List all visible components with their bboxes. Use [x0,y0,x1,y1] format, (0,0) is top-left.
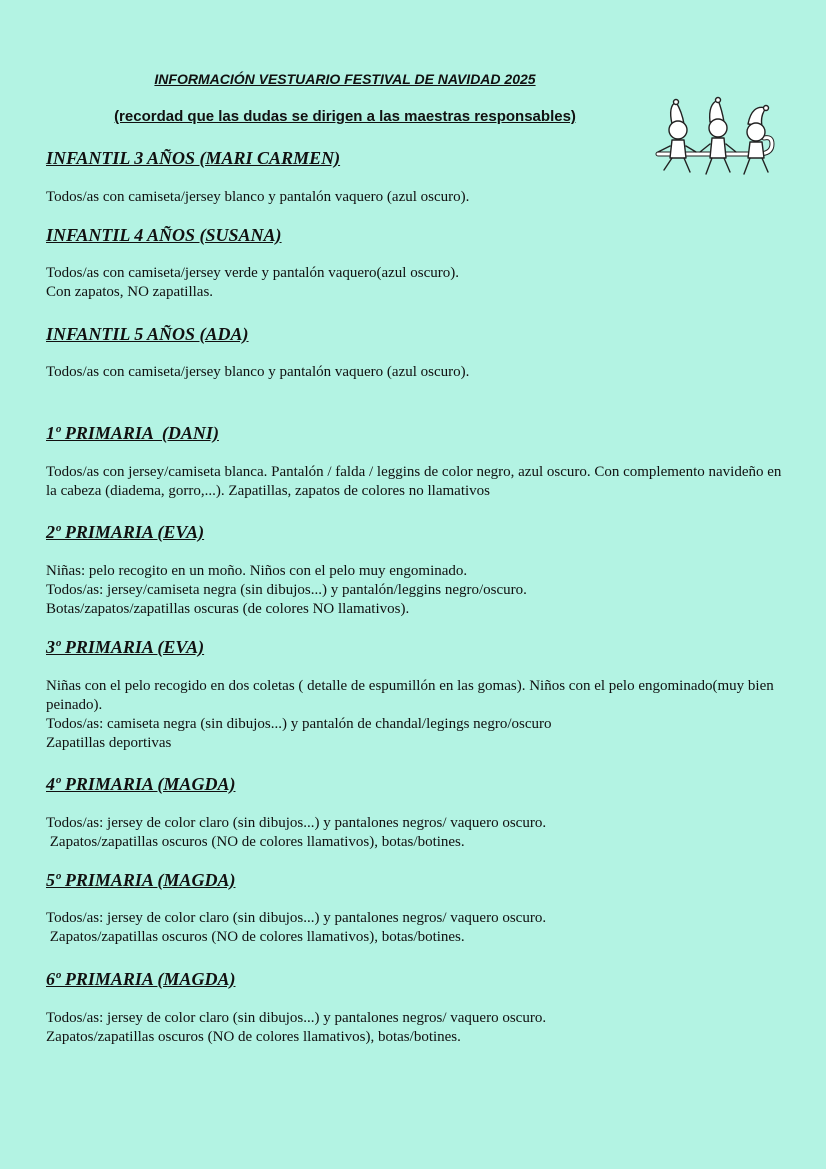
section-heading: 2º PRIMARIA (EVA) [46,522,205,542]
section-heading: 1º PRIMARIA (DANI) [46,423,219,443]
section-line: Niñas: pelo recogito en un moño. Niños con el pelo muy engominado. [46,563,468,579]
section-body [46,363,786,382]
section-line: Todos/as: jersey de color claro (sin dibujos...) y pantalones negros/ vaquero oscuro. [46,910,547,926]
section-heading: INFANTIL 3 AÑOS (MARI CARMEN) [46,148,341,168]
section-body [46,909,786,947]
section-line: Todos/as con camiseta/jersey blanco y pantalón vaquero (azul oscuro). [46,189,470,205]
section-heading: 3º PRIMARIA (EVA) [46,637,205,657]
section-body [46,814,786,852]
section-heading: INFANTIL 5 AÑOS (ADA) [46,324,249,344]
section-body [46,463,786,501]
section-heading: INFANTIL 4 AÑOS (SUSANA) [46,225,282,245]
section-line: Todos/as con camiseta/jersey verde y pantalón vaquero(azul oscuro). [46,265,459,281]
section-line: Zapatos/zapatillas oscuros (NO de colores llamativos), botas/botines. [46,834,465,850]
document-subtitle: (recordad que las dudas se dirigen a las maestras responsables) [114,108,576,125]
section-line: Todos/as con jersey/camiseta blanca. Pantalón / falda / leggins de color negro, azul oscuro. Con complemento navideño en la cabeza (diadema, gorro,...). Zapatillas, zapatos de colores no llamativos [46,464,786,499]
section-body [46,677,786,753]
section-body [46,188,786,207]
section-heading: 4º PRIMARIA (MAGDA) [46,774,236,794]
section-line: Niñas con el pelo recogido en dos coletas ( detalle de espumillón en las gomas). Niños con el pelo engominado(muy bien peinado). [46,678,778,713]
section-heading: 6º PRIMARIA (MAGDA) [46,969,236,989]
section-line: Con zapatos, NO zapatillas. [46,284,214,300]
section-line: Todos/as: camiseta negra (sin dibujos...) y pantalón de chandal/legings negro/oscuro [46,716,552,732]
section-body [46,562,786,619]
section-line: Zapatillas deportivas [46,735,172,751]
section-line: Todos/as con camiseta/jersey blanco y pantalón vaquero (azul oscuro). [46,364,470,380]
section-line: Botas/zapatos/zapatillas oscuras (de colores NO llamativos). [46,601,410,617]
section-body [46,1009,786,1047]
section-line: Todos/as: jersey/camiseta negra (sin dibujos...) y pantalón/leggins negro/oscuro. [46,582,527,598]
christmas-elves-with-candy-cane-icon [648,96,780,184]
section-body [46,264,786,302]
section-line: Todos/as: jersey de color claro (sin dibujos...) y pantalones negros/ vaquero oscuro. [46,1010,547,1026]
section-heading: 5º PRIMARIA (MAGDA) [46,870,236,890]
document-title: INFORMACIÓN VESTUARIO FESTIVAL DE NAVIDAD 2025 [154,71,536,87]
section-line: Zapatos/zapatillas oscuros (NO de colores llamativos), botas/botines. [46,1029,461,1045]
section-line: Zapatos/zapatillas oscuros (NO de colores llamativos), botas/botines. [46,929,465,945]
section-line: Todos/as: jersey de color claro (sin dibujos...) y pantalones negros/ vaquero oscuro. [46,815,547,831]
